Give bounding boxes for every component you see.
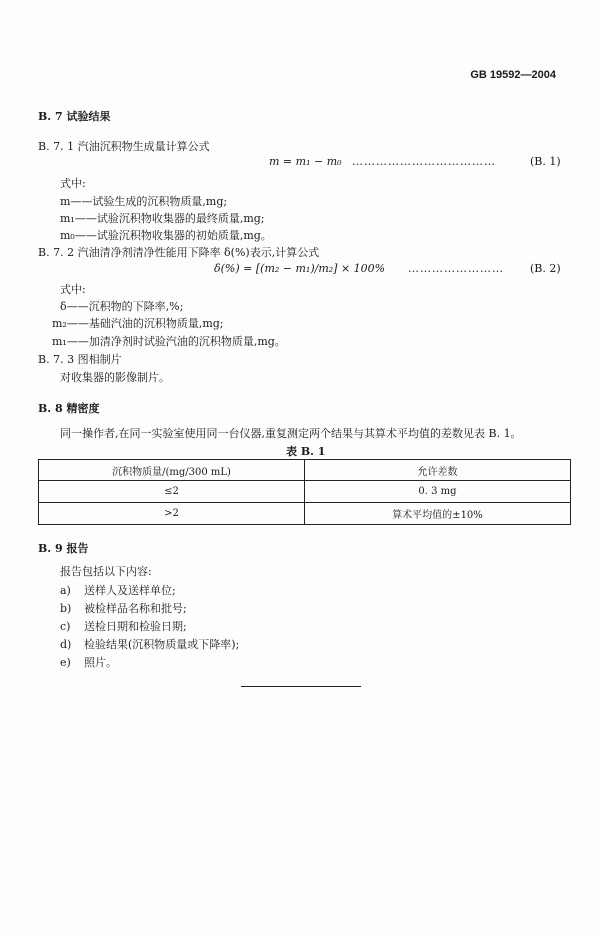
- where-label: 式中:: [60, 283, 86, 296]
- list-item-label: d): [60, 638, 72, 651]
- section-b9-title: B. 9 报告: [38, 542, 89, 555]
- list-item-label: e): [60, 656, 71, 669]
- list-item-label: a): [60, 584, 71, 597]
- report-intro: 报告包括以下内容:: [60, 565, 152, 578]
- table-row: [39, 503, 571, 525]
- list-item-label: c): [60, 620, 71, 633]
- leader-dots: ……………………: [408, 262, 504, 275]
- list-item: [60, 654, 117, 670]
- formula-b1: m = m₁ − m₀: [269, 155, 342, 168]
- standard-number: GB 19592—2004: [470, 69, 556, 81]
- table-cell: 算术平均值的±10%: [305, 503, 571, 525]
- definition-m2: m₂——基础汽油的沉积物质量,mg;: [52, 317, 224, 330]
- definition-delta: δ——沉积物的下降率,%;: [60, 300, 184, 313]
- section-b71-title: B. 7. 1 汽油沉积物生成量计算公式: [38, 140, 210, 153]
- where-label: 式中:: [60, 177, 86, 190]
- leader-dots: ………………………………: [352, 155, 496, 168]
- equation-number-b1: (B. 1): [530, 155, 561, 168]
- section-b72-title: B. 7. 2 汽油清净剂清净性能用下降率 δ(%)表示,计算公式: [38, 246, 320, 259]
- list-item: [60, 636, 239, 652]
- definition-m0: m₀——试验沉积物收集器的初始质量,mg。: [60, 229, 272, 242]
- table-cell: ≤2: [39, 481, 305, 503]
- list-item: [60, 618, 187, 634]
- table-caption: 表 B. 1: [286, 445, 326, 458]
- definition-m1: m₁——试验沉积物收集器的最终质量,mg;: [60, 212, 265, 225]
- list-item: [60, 600, 187, 616]
- list-item: [60, 582, 176, 598]
- end-rule: [241, 686, 361, 687]
- section-b8-text: 同一操作者,在同一实验室使用同一台仪器,重复测定两个结果与其算术平均值的差数见表 B. 1。: [60, 427, 522, 440]
- equation-number-b2: (B. 2): [530, 262, 561, 275]
- definition-m: m——试验生成的沉积物质量,mg;: [60, 195, 228, 208]
- list-item-text: 检验结果(沉积物质量或下降率);: [84, 638, 240, 651]
- formula-b2: δ(%) = [(m₂ − m₁)/m₂] × 100%: [214, 262, 386, 275]
- table-header-cell: 沉积物质量/(mg/300 mL): [39, 460, 305, 481]
- definition-m1-additive: m₁——加清净剂时试验汽油的沉积物质量,mg。: [52, 335, 286, 348]
- list-item-text: 送样人及送样单位;: [84, 584, 176, 597]
- list-item-text: 被检样品名称和批号;: [84, 602, 187, 615]
- table-row: [39, 481, 571, 503]
- section-b8-title: B. 8 精密度: [38, 402, 100, 415]
- table-cell: 0. 3 mg: [305, 481, 571, 503]
- list-item-text: 照片。: [84, 656, 117, 669]
- section-b73-title: B. 7. 3 图相制片: [38, 353, 122, 366]
- table-header-cell: 允许差数: [305, 460, 571, 481]
- list-item-text: 送检日期和检验日期;: [84, 620, 187, 633]
- precision-table: [38, 459, 571, 525]
- table-header-row: [39, 460, 571, 481]
- table-cell: >2: [39, 503, 305, 525]
- list-item-label: b): [60, 602, 72, 615]
- section-b73-text: 对收集器的影像制片。: [60, 371, 170, 384]
- section-b7-title: B. 7 试验结果: [38, 110, 111, 123]
